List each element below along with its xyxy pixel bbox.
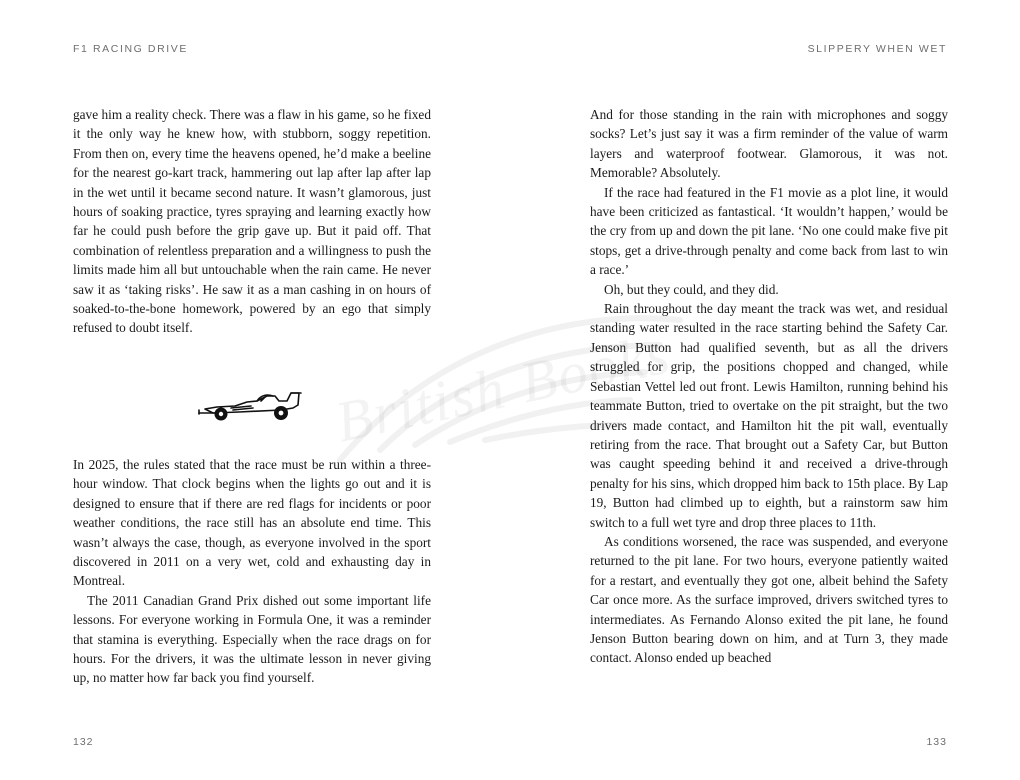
page-number: 132 <box>73 736 94 748</box>
running-head: F1 RACING DRIVE <box>73 43 189 55</box>
paragraph: And for those standing in the rain with microphones and soggy socks? Let’s just say it was a firm reminder of the value of warm layers and waterproof footwear. Glamorous, it was not. Memorable? Absolutely. <box>590 107 948 181</box>
paragraph: If the race had featured in the F1 movie as a plot line, it would have been criticized as fantastical. ‘It wouldn’t happen,’ would be the cry from up and down the pit lane. ‘No one could make five pit stops, get a drive-through penalty and come back from last to win a race.’ <box>590 184 948 278</box>
paragraph: gave him a reality check. There was a flaw in his game, so he fixed it the only way he knew how, with stubborn, soggy repetition. From then on, every time the heavens opened, he’d make a beeline for the nearest go-kart track, hammering out lap after lap after lap in the wet until it became second nature. It wasn’t glamorous, just hours of soaking practice, tyres spraying and learning exactly how far he could push before the grip gave up. But it paid off. That combination of relentless preparation and a willingness to push the limits made him all but untouchable when the rain came. He never saw it as ‘taking risks’. He saw it as a man cashing in on hours of soaked-to-the-bone homework, powered by an ego that simply refused to doubt itself. <box>73 107 431 336</box>
text-block <box>590 105 948 668</box>
paragraph: Rain throughout the day meant the track was wet, and residual standing water resulted in the race starting behind the Safety Car. Jenson Button had qualified seventh, but as all the drivers struggled for grip, the positions chopped and changed, while Sebastian Vettel led out front. Lewis Hamilton, running behind his teammate Button, tried to overtake on the pit straight, but the two drivers made contact, and Hamilton hit the pit wall, eventually retiring from the race. That brought out a Safety Car, but Button was caught speeding behind it and received a drive-through penalty for his sins, which dropped him back to 15th place. By Lap 19, Button had climbed up to eighth, but a rainstorm saw him switch to a full wet tyre and drop three places to 11th. <box>590 301 948 530</box>
text-block <box>73 105 431 338</box>
right-page <box>510 0 1020 780</box>
running-head: SLIPPERY WHEN WET <box>807 43 947 55</box>
paragraph: Oh, but they could, and they did. <box>604 281 779 297</box>
text-block <box>73 455 431 688</box>
paragraph: The 2011 Canadian Grand Prix dished out some important life lessons. For everyone working in Formula One, it was a reminder that stamina is everything. Especially when the race drags on for hours. For the drivers, it was the ultimate lesson in never giving up, no matter how far back you find yourself. <box>73 592 431 686</box>
paragraph: In 2025, the rules stated that the race must be run within a three-hour window. That clock begins when the lights go out and it is designed to ensure that if there are red flags for incidents or poor weather conditions, the race still has an absolute end time. This wasn’t always the case, though, as everyone involved in the sport discovered in 2011 on a very wet, cold and exhausting day in Montreal. <box>73 457 431 589</box>
f1-car-icon <box>195 383 307 427</box>
watermark-text: British Books <box>330 320 677 455</box>
paragraph: As conditions worsened, the race was suspended, and everyone returned to the pit lane. For two hours, everyone patiently waited for a restart, and eventually they got one, albeit behind the Safety Car once more. As the surface improved, drivers switched tyres to intermediates. As Fernando Alonso exited the pit lane, he found Jenson Button bearing down on him, and at Turn 3, they made contact. Alonso ended up beached <box>590 533 948 666</box>
page-number: 133 <box>926 736 947 748</box>
